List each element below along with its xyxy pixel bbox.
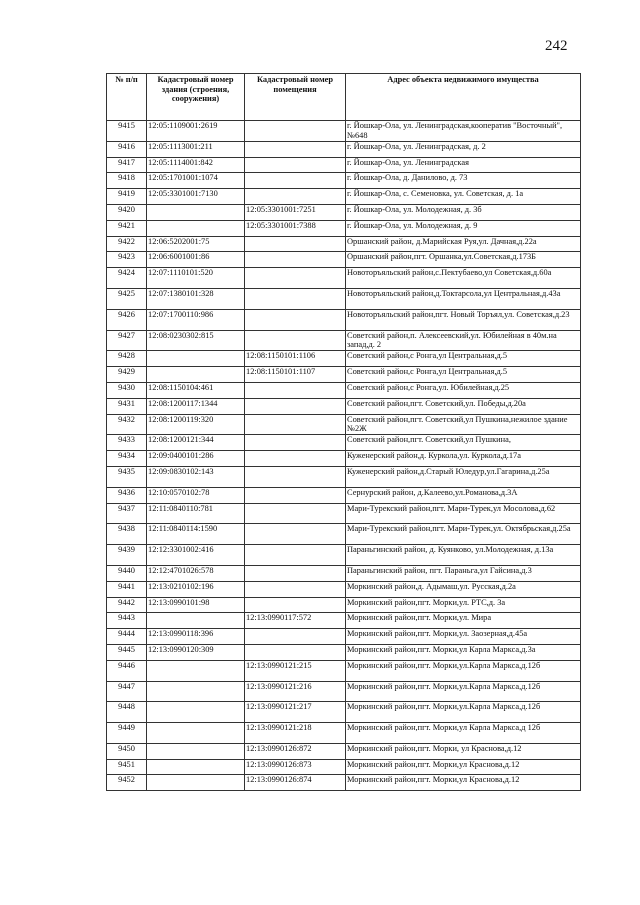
address-cell: Советский район,п. Алексеевский,ул. Юбилейная в 40м.на запад,д. 2 bbox=[346, 330, 581, 351]
table-row bbox=[107, 660, 581, 681]
address-cell: Куженерский район,д. Куркола,ул. Куркола,д.17а bbox=[346, 451, 581, 467]
row-number-cell: 9422 bbox=[107, 236, 147, 252]
building-cadastral-cell: 12:13:0210102:196 bbox=[147, 581, 245, 597]
table-row bbox=[107, 268, 581, 289]
table-row bbox=[107, 351, 581, 367]
row-number-cell: 9451 bbox=[107, 759, 147, 775]
building-cadastral-cell: 12:11:0840110:781 bbox=[147, 503, 245, 524]
property-registry-table bbox=[106, 73, 581, 791]
table-row bbox=[107, 581, 581, 597]
room-cadastral-cell bbox=[245, 524, 346, 545]
address-cell: Советский район,с Ронга,ул Центральная,д.5 bbox=[346, 367, 581, 383]
address-cell: Моркинский район,пгт. Морки,ул. Мира bbox=[346, 613, 581, 629]
table-row bbox=[107, 487, 581, 503]
room-cadastral-cell: 12:05:3301001:7251 bbox=[245, 204, 346, 220]
address-cell: Моркинский район,пгт. Морки,ул Краснова,д.12 bbox=[346, 775, 581, 791]
building-cadastral-cell bbox=[147, 351, 245, 367]
address-cell: г. Йошкар-Ола, ул. Ленинградская, д. 2 bbox=[346, 141, 581, 157]
building-cadastral-cell bbox=[147, 220, 245, 236]
row-number-cell: 9435 bbox=[107, 466, 147, 487]
room-cadastral-cell: 12:05:3301001:7388 bbox=[245, 220, 346, 236]
table-row bbox=[107, 121, 581, 142]
table-row bbox=[107, 629, 581, 645]
table-row bbox=[107, 644, 581, 660]
building-cadastral-cell bbox=[147, 743, 245, 759]
table-row bbox=[107, 382, 581, 398]
table-row bbox=[107, 743, 581, 759]
building-cadastral-cell: 12:07:1380101:328 bbox=[147, 288, 245, 309]
table-row bbox=[107, 252, 581, 268]
address-cell: Мари-Турекский район,пгт. Мари-Турек,ул Мосолова,д.62 bbox=[346, 503, 581, 524]
row-number-cell: 9426 bbox=[107, 309, 147, 330]
room-cadastral-cell bbox=[245, 252, 346, 268]
building-cadastral-cell bbox=[147, 723, 245, 744]
address-cell: Моркинский район,пгт. Морки,ул.Карла Маркса,д.12б bbox=[346, 660, 581, 681]
building-cadastral-cell bbox=[147, 702, 245, 723]
room-cadastral-cell bbox=[245, 545, 346, 566]
address-cell: Советский район,с Ронга,ул Центральная,д.5 bbox=[346, 351, 581, 367]
building-cadastral-cell: 12:09:0400101:286 bbox=[147, 451, 245, 467]
table-row bbox=[107, 702, 581, 723]
address-cell: Мари-Турекский район,пгт. Мари-Турек,ул. Октябрьская,д.25а bbox=[346, 524, 581, 545]
row-number-cell: 9417 bbox=[107, 157, 147, 173]
table-row bbox=[107, 157, 581, 173]
table-row bbox=[107, 236, 581, 252]
table-row bbox=[107, 189, 581, 205]
room-cadastral-cell bbox=[245, 173, 346, 189]
row-number-cell: 9418 bbox=[107, 173, 147, 189]
row-number-cell: 9424 bbox=[107, 268, 147, 289]
building-cadastral-cell bbox=[147, 204, 245, 220]
table-row bbox=[107, 309, 581, 330]
building-cadastral-cell: 12:08:1200119:320 bbox=[147, 414, 245, 435]
table-row bbox=[107, 414, 581, 435]
address-cell: г. Йошкар-Ола, ул. Ленинградская bbox=[346, 157, 581, 173]
building-cadastral-cell: 12:08:1200117:1344 bbox=[147, 398, 245, 414]
row-number-cell: 9434 bbox=[107, 451, 147, 467]
header-number: № п/п bbox=[107, 74, 147, 121]
room-cadastral-cell bbox=[245, 330, 346, 351]
table-row bbox=[107, 330, 581, 351]
building-cadastral-cell: 12:05:3301001:7130 bbox=[147, 189, 245, 205]
address-cell: Советский район,пгт. Советский,ул Пушкина,нежилое здание №2Ж bbox=[346, 414, 581, 435]
address-cell: Моркинский район,пгт. Морки,ул. РТС,д. 3а bbox=[346, 597, 581, 613]
room-cadastral-cell bbox=[245, 487, 346, 503]
table-body bbox=[107, 121, 581, 791]
address-cell: Моркинский район,д. Адымаш,ул. Русская,д.2а bbox=[346, 581, 581, 597]
table-row bbox=[107, 451, 581, 467]
room-cadastral-cell bbox=[245, 121, 346, 142]
room-cadastral-cell bbox=[245, 189, 346, 205]
room-cadastral-cell bbox=[245, 466, 346, 487]
room-cadastral-cell bbox=[245, 629, 346, 645]
room-cadastral-cell bbox=[245, 414, 346, 435]
room-cadastral-cell bbox=[245, 565, 346, 581]
building-cadastral-cell: 12:13:0990101:98 bbox=[147, 597, 245, 613]
table-row bbox=[107, 503, 581, 524]
building-cadastral-cell: 12:13:0990120:309 bbox=[147, 644, 245, 660]
row-number-cell: 9419 bbox=[107, 189, 147, 205]
row-number-cell: 9427 bbox=[107, 330, 147, 351]
room-cadastral-cell bbox=[245, 581, 346, 597]
header-address: Адрес объекта недвижимого имущества bbox=[346, 74, 581, 121]
row-number-cell: 9431 bbox=[107, 398, 147, 414]
room-cadastral-cell: 12:13:0990121:216 bbox=[245, 681, 346, 702]
room-cadastral-cell: 12:08:1150101:1106 bbox=[245, 351, 346, 367]
building-cadastral-cell: 12:05:1701001:1074 bbox=[147, 173, 245, 189]
row-number-cell: 9439 bbox=[107, 545, 147, 566]
room-cadastral-cell bbox=[245, 644, 346, 660]
room-cadastral-cell bbox=[245, 309, 346, 330]
address-cell: г. Йошкар-Ола, д. Данилово, д. 73 bbox=[346, 173, 581, 189]
building-cadastral-cell: 12:11:0840114:1590 bbox=[147, 524, 245, 545]
row-number-cell: 9432 bbox=[107, 414, 147, 435]
room-cadastral-cell bbox=[245, 157, 346, 173]
table-row bbox=[107, 613, 581, 629]
table-row bbox=[107, 173, 581, 189]
table-row bbox=[107, 775, 581, 791]
building-cadastral-cell bbox=[147, 775, 245, 791]
address-cell: Новоторъяльский район,пгт. Новый Торъял,ул. Советская,д.23 bbox=[346, 309, 581, 330]
header-room-cadastral: Кадастровый номер помещения bbox=[245, 74, 346, 121]
address-cell: Советский район,с Ронга,ул. Юбилейная,д.25 bbox=[346, 382, 581, 398]
table-row bbox=[107, 141, 581, 157]
row-number-cell: 9442 bbox=[107, 597, 147, 613]
table-row bbox=[107, 759, 581, 775]
building-cadastral-cell: 12:08:1200121:344 bbox=[147, 435, 245, 451]
building-cadastral-cell: 12:06:6001001:86 bbox=[147, 252, 245, 268]
row-number-cell: 9450 bbox=[107, 743, 147, 759]
address-cell: Оршанский район, д.Марийская Руя,ул. Дачная,д.22а bbox=[346, 236, 581, 252]
room-cadastral-cell: 12:13:0990121:218 bbox=[245, 723, 346, 744]
room-cadastral-cell: 12:13:0990126:873 bbox=[245, 759, 346, 775]
address-cell: г. Йошкар-Ола, с. Семеновка, ул. Советская, д. 1а bbox=[346, 189, 581, 205]
row-number-cell: 9444 bbox=[107, 629, 147, 645]
building-cadastral-cell: 12:13:0990118:396 bbox=[147, 629, 245, 645]
address-cell: Моркинский район,пгт. Морки,ул.Карла Маркса,д.12б bbox=[346, 681, 581, 702]
row-number-cell: 9448 bbox=[107, 702, 147, 723]
table-row bbox=[107, 597, 581, 613]
room-cadastral-cell bbox=[245, 268, 346, 289]
table-row bbox=[107, 435, 581, 451]
row-number-cell: 9445 bbox=[107, 644, 147, 660]
header-building-cadastral: Кадастровый номер здания (строения, сооружения) bbox=[147, 74, 245, 121]
row-number-cell: 9428 bbox=[107, 351, 147, 367]
row-number-cell: 9425 bbox=[107, 288, 147, 309]
building-cadastral-cell: 12:12:4701026:578 bbox=[147, 565, 245, 581]
row-number-cell: 9433 bbox=[107, 435, 147, 451]
building-cadastral-cell: 12:08:1150104:461 bbox=[147, 382, 245, 398]
address-cell: Моркинский район,пгт. Морки,ул Краснова,д.12 bbox=[346, 759, 581, 775]
row-number-cell: 9415 bbox=[107, 121, 147, 142]
address-cell: Параньгинский район, д. Куянково, ул.Молодежная, д.13а bbox=[346, 545, 581, 566]
address-cell: Параньгинский район, пгт. Параньга,ул Гайсина,д.3 bbox=[346, 565, 581, 581]
room-cadastral-cell bbox=[245, 435, 346, 451]
room-cadastral-cell: 12:13:0990121:215 bbox=[245, 660, 346, 681]
table-row bbox=[107, 545, 581, 566]
room-cadastral-cell bbox=[245, 398, 346, 414]
table-row bbox=[107, 723, 581, 744]
row-number-cell: 9421 bbox=[107, 220, 147, 236]
table-row bbox=[107, 367, 581, 383]
address-cell: г. Йошкар-Ола, ул. Молодежная, д. 3б bbox=[346, 204, 581, 220]
table-row bbox=[107, 288, 581, 309]
address-cell: Моркинский район,пгт. Морки,ул Карла Маркса,д.3а bbox=[346, 644, 581, 660]
address-cell: г. Йошкар-Ола, ул. Ленинградская,кооператив "Восточный", №648 bbox=[346, 121, 581, 142]
room-cadastral-cell: 12:13:0990117:572 bbox=[245, 613, 346, 629]
building-cadastral-cell: 12:07:1700110:986 bbox=[147, 309, 245, 330]
building-cadastral-cell: 12:05:1109001:2619 bbox=[147, 121, 245, 142]
address-cell: г. Йошкар-Ола, ул. Молодежная, д. 9 bbox=[346, 220, 581, 236]
address-cell: Советский район,пгт. Советский,ул Пушкина, bbox=[346, 435, 581, 451]
address-cell: Новоторъяльский район,д.Токтарсола,ул Центральная,д.43а bbox=[346, 288, 581, 309]
room-cadastral-cell bbox=[245, 141, 346, 157]
room-cadastral-cell: 12:13:0990126:874 bbox=[245, 775, 346, 791]
address-cell: Сернурский район, д.Калеево,ул.Романова,д.3А bbox=[346, 487, 581, 503]
row-number-cell: 9440 bbox=[107, 565, 147, 581]
row-number-cell: 9447 bbox=[107, 681, 147, 702]
building-cadastral-cell bbox=[147, 613, 245, 629]
table-row bbox=[107, 398, 581, 414]
table-row bbox=[107, 681, 581, 702]
room-cadastral-cell: 12:13:0990126:872 bbox=[245, 743, 346, 759]
address-cell: Новоторъяльский район,с.Пектубаево,ул Советская,д.60а bbox=[346, 268, 581, 289]
table-row bbox=[107, 220, 581, 236]
table-row bbox=[107, 204, 581, 220]
page-number: 242 bbox=[545, 38, 568, 54]
row-number-cell: 9420 bbox=[107, 204, 147, 220]
address-cell: Советский район,пгт. Советский,ул. Победы,д.20а bbox=[346, 398, 581, 414]
building-cadastral-cell: 12:10:0570102:78 bbox=[147, 487, 245, 503]
room-cadastral-cell bbox=[245, 236, 346, 252]
address-cell: Моркинский район,пгт. Морки,ул Карла Маркса,д 12б bbox=[346, 723, 581, 744]
room-cadastral-cell bbox=[245, 451, 346, 467]
room-cadastral-cell bbox=[245, 288, 346, 309]
row-number-cell: 9443 bbox=[107, 613, 147, 629]
row-number-cell: 9430 bbox=[107, 382, 147, 398]
room-cadastral-cell: 12:08:1150101:1107 bbox=[245, 367, 346, 383]
building-cadastral-cell: 12:09:0830102:143 bbox=[147, 466, 245, 487]
room-cadastral-cell bbox=[245, 597, 346, 613]
row-number-cell: 9423 bbox=[107, 252, 147, 268]
address-cell: Оршанский район,пгт. Оршанка,ул.Советская,д.173Б bbox=[346, 252, 581, 268]
row-number-cell: 9438 bbox=[107, 524, 147, 545]
row-number-cell: 9441 bbox=[107, 581, 147, 597]
address-cell: Моркинский район,пгт. Морки, ул Краснова,д.12 bbox=[346, 743, 581, 759]
row-number-cell: 9437 bbox=[107, 503, 147, 524]
building-cadastral-cell: 12:07:1110101:520 bbox=[147, 268, 245, 289]
table-header-row bbox=[107, 74, 581, 121]
room-cadastral-cell bbox=[245, 503, 346, 524]
row-number-cell: 9446 bbox=[107, 660, 147, 681]
row-number-cell: 9449 bbox=[107, 723, 147, 744]
building-cadastral-cell: 12:05:1114001:842 bbox=[147, 157, 245, 173]
building-cadastral-cell bbox=[147, 681, 245, 702]
building-cadastral-cell bbox=[147, 759, 245, 775]
table-row bbox=[107, 565, 581, 581]
building-cadastral-cell bbox=[147, 367, 245, 383]
building-cadastral-cell: 12:08:0230302:815 bbox=[147, 330, 245, 351]
building-cadastral-cell: 12:06:5202001:75 bbox=[147, 236, 245, 252]
building-cadastral-cell: 12:12:3301002:416 bbox=[147, 545, 245, 566]
address-cell: Моркинский район,пгт. Морки,ул. Заозерная,д.45а bbox=[346, 629, 581, 645]
table-row bbox=[107, 524, 581, 545]
room-cadastral-cell bbox=[245, 382, 346, 398]
row-number-cell: 9416 bbox=[107, 141, 147, 157]
building-cadastral-cell bbox=[147, 660, 245, 681]
address-cell: Моркинский район,пгт. Морки,ул.Карла Маркса,д.12б bbox=[346, 702, 581, 723]
row-number-cell: 9452 bbox=[107, 775, 147, 791]
room-cadastral-cell: 12:13:0990121:217 bbox=[245, 702, 346, 723]
building-cadastral-cell: 12:05:1113001:211 bbox=[147, 141, 245, 157]
table-row bbox=[107, 466, 581, 487]
row-number-cell: 9429 bbox=[107, 367, 147, 383]
row-number-cell: 9436 bbox=[107, 487, 147, 503]
address-cell: Куженерский район,д.Старый Юледур,ул.Гагарина,д.25а bbox=[346, 466, 581, 487]
